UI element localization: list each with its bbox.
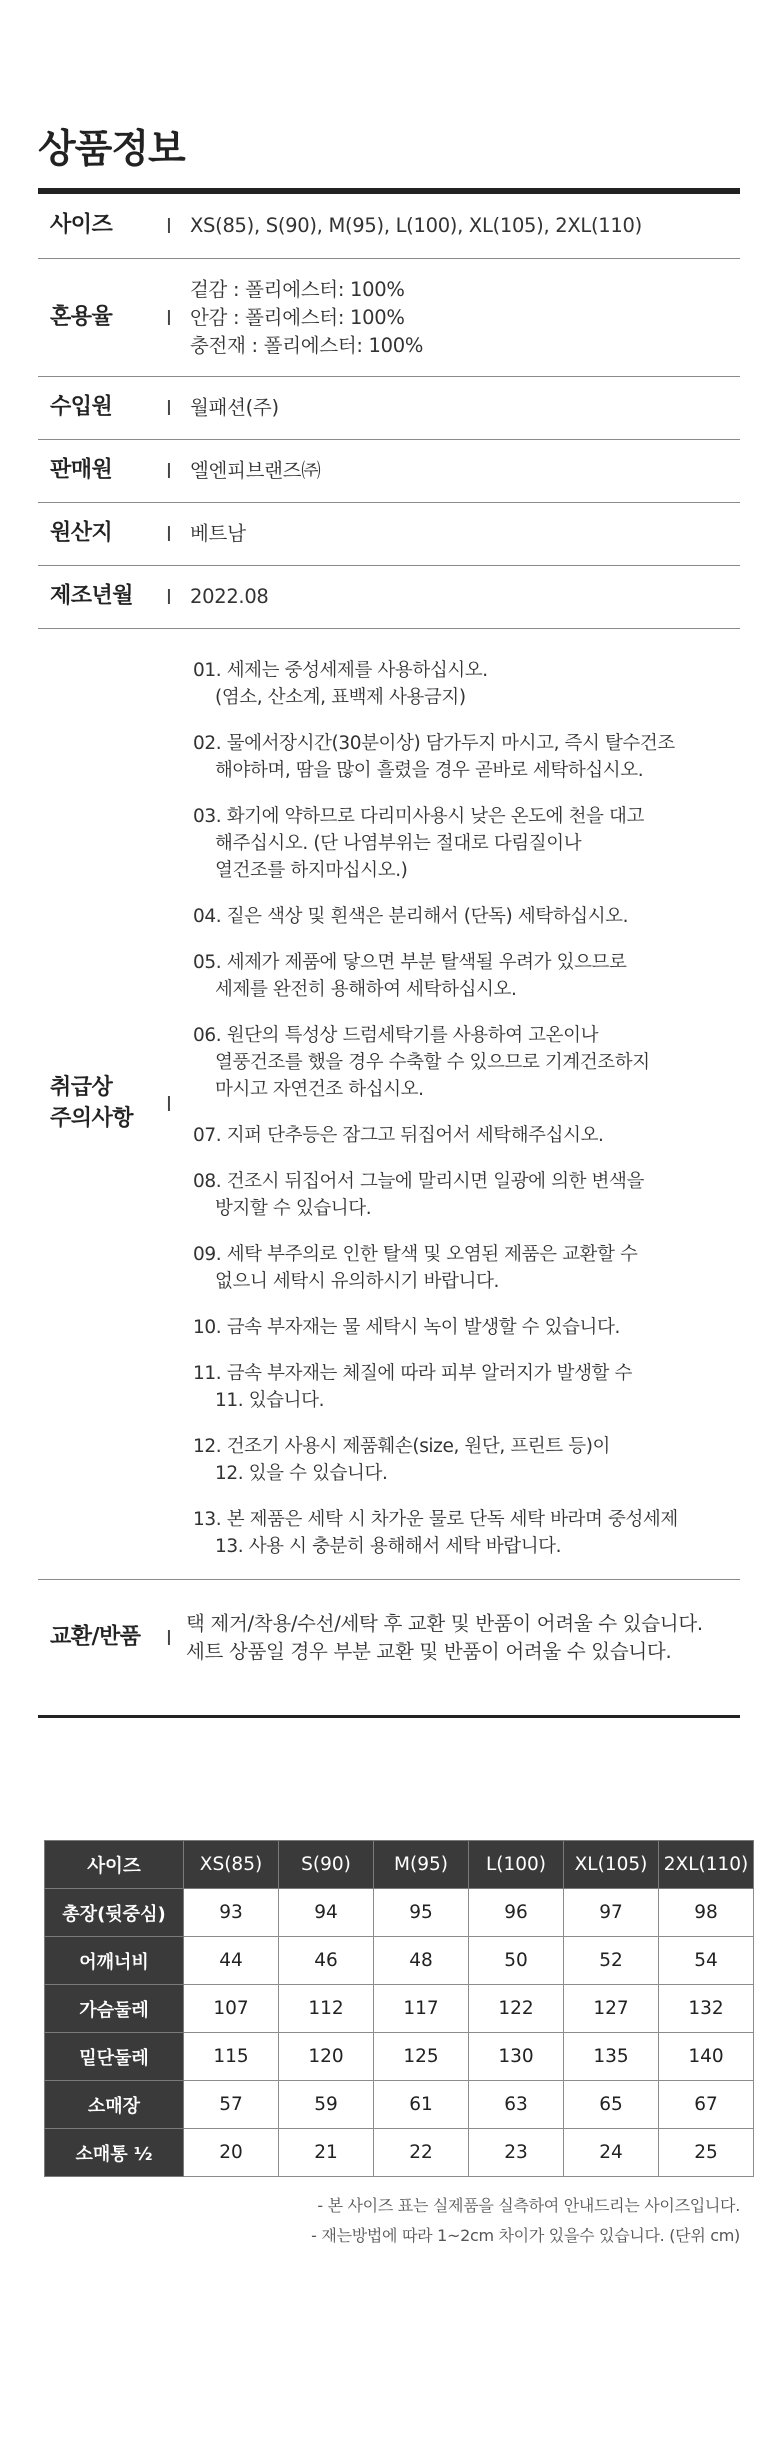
care-item xyxy=(193,903,733,930)
measurement-value: 130 xyxy=(469,2033,564,2081)
size-column-header: XL(105) xyxy=(564,1841,659,1889)
measurement-value: 59 xyxy=(279,2081,374,2129)
info-value-origin: 베트남 xyxy=(190,522,246,545)
material-line: 겉감 : 폴리에스터: 100% xyxy=(190,277,405,301)
measurement-value: 25 xyxy=(659,2129,754,2177)
measurement-value: 132 xyxy=(659,1985,754,2033)
exchange-line: 세트 상품일 경우 부분 교환 및 반품이 어려울 수 있습니다. xyxy=(186,1640,672,1663)
measurement-value: 50 xyxy=(469,1937,564,1985)
size-column-header: M(95) xyxy=(374,1841,469,1889)
measurement-value: 140 xyxy=(659,2033,754,2081)
measurement-value: 52 xyxy=(564,1937,659,1985)
info-label-exchange: 교환/반품 xyxy=(50,1624,141,1650)
care-item xyxy=(193,1360,733,1414)
care-item-line: 04. 짙은 색상 및 흰색은 분리해서 (단독) 세탁하십시오. xyxy=(193,906,629,927)
care-item-line: 05. 세제가 제품에 닿으면 부분 탈색될 우려가 있으므로 xyxy=(193,952,627,973)
size-chart-row xyxy=(45,1937,754,1985)
measurement-value: 120 xyxy=(279,2033,374,2081)
row-separator: I xyxy=(166,396,172,420)
measurement-value: 135 xyxy=(564,2033,659,2081)
care-item xyxy=(193,730,733,784)
row-separator: I xyxy=(166,305,172,330)
measurement-value: 98 xyxy=(659,1889,754,1937)
size-chart-row xyxy=(45,2129,754,2177)
care-item xyxy=(193,949,733,1003)
size-chart-row xyxy=(45,1889,754,1937)
material-line: 충전재 : 폴리에스터: 100% xyxy=(190,333,424,357)
care-item-line: 마시고 자연건조 하십시오. xyxy=(215,1079,424,1100)
product-info-table xyxy=(38,194,740,1696)
size-column-header: XS(85) xyxy=(184,1841,279,1889)
info-row-seller xyxy=(38,440,740,503)
row-separator: I xyxy=(166,1092,172,1116)
care-item xyxy=(193,1314,733,1341)
measurement-value: 112 xyxy=(279,1985,374,2033)
care-item xyxy=(193,803,733,884)
measurement-value: 46 xyxy=(279,1937,374,1985)
care-item-line: 11. 금속 부자재는 체질에 따라 피부 알러지가 발생할 수 xyxy=(193,1363,632,1384)
page-title: 상품정보 xyxy=(38,127,185,172)
info-row-importer xyxy=(38,377,740,440)
care-item-line: 07. 지퍼 단추등은 잠그고 뒤집어서 세탁해주십시오. xyxy=(193,1125,604,1146)
measurement-value: 54 xyxy=(659,1937,754,1985)
info-label-importer: 수입원 xyxy=(50,394,113,420)
size-column-header: S(90) xyxy=(279,1841,374,1889)
row-separator: I xyxy=(166,585,172,609)
measurement-value: 44 xyxy=(184,1937,279,1985)
measurement-value: 97 xyxy=(564,1889,659,1937)
row-separator: I xyxy=(166,1626,172,1650)
care-item-line: 09. 세탁 부주의로 인한 탈색 및 오염된 제품은 교환할 수 xyxy=(193,1244,638,1265)
row-separator: I xyxy=(166,522,172,546)
measurement-value: 63 xyxy=(469,2081,564,2129)
size-chart-header-row xyxy=(45,1841,754,1889)
info-value-importer: 월패션(주) xyxy=(190,396,279,419)
measurement-value: 93 xyxy=(184,1889,279,1937)
measurement-value: 21 xyxy=(279,2129,374,2177)
info-label-seller: 판매원 xyxy=(50,457,113,483)
size-chart-table xyxy=(44,1840,754,2177)
care-item-line: 11. 있습니다. xyxy=(215,1390,325,1411)
care-item-line: 01. 세제는 중성세제를 사용하십시오. xyxy=(193,660,488,681)
info-label-manufactured: 제조년월 xyxy=(50,583,134,609)
info-value-manufactured: 2022.08 xyxy=(190,585,269,608)
size-chart-row xyxy=(45,1985,754,2033)
measurement-label: 소매장 xyxy=(45,2081,184,2129)
info-value-exchange xyxy=(186,1610,703,1666)
material-line: 안감 : 폴리에스터: 100% xyxy=(190,305,405,329)
care-item-line: 03. 화기에 약하므로 다리미사용시 낮은 온도에 천을 대고 xyxy=(193,806,644,827)
measurement-value: 122 xyxy=(469,1985,564,2033)
measurement-value: 96 xyxy=(469,1889,564,1937)
size-column-header: 2XL(110) xyxy=(659,1841,754,1889)
measurement-value: 94 xyxy=(279,1889,374,1937)
care-item-line: 없으니 세탁시 유의하시기 바랍니다. xyxy=(215,1271,499,1292)
size-chart-corner-label: 사이즈 xyxy=(45,1841,184,1889)
care-item xyxy=(193,1122,733,1149)
info-row-exchange xyxy=(38,1580,740,1696)
measurement-value: 125 xyxy=(374,2033,469,2081)
info-label-material: 혼용율 xyxy=(50,304,113,330)
measurement-value: 24 xyxy=(564,2129,659,2177)
measurement-label: 소매통 ½ xyxy=(45,2129,184,2177)
measurement-value: 23 xyxy=(469,2129,564,2177)
info-row-size xyxy=(38,194,740,259)
info-row-manufactured xyxy=(38,566,740,629)
size-chart-row xyxy=(45,2033,754,2081)
info-value-size: XS(85), S(90), M(95), L(100), XL(105), 2XL(110) xyxy=(190,214,642,237)
care-item-line: 열건조를 하지마십시오.) xyxy=(215,860,408,881)
care-item-line: (염소, 산소계, 표백제 사용금지) xyxy=(215,687,466,708)
info-label-size: 사이즈 xyxy=(50,212,113,238)
info-label-care xyxy=(50,1073,133,1135)
measurement-value: 95 xyxy=(374,1889,469,1937)
measurement-value: 65 xyxy=(564,2081,659,2129)
care-item-line: 12. 있을 수 있습니다. xyxy=(215,1463,388,1484)
measurement-value: 107 xyxy=(184,1985,279,2033)
measurement-value: 22 xyxy=(374,2129,469,2177)
measurement-label: 가슴둘레 xyxy=(45,1985,184,2033)
size-column-header: L(100) xyxy=(469,1841,564,1889)
care-item xyxy=(193,1168,733,1222)
row-separator: I xyxy=(166,214,172,238)
measurement-value: 67 xyxy=(659,2081,754,2129)
care-item-line: 13. 본 제품은 세탁 시 차가운 물로 단독 세탁 바라며 중성세제 xyxy=(193,1509,678,1530)
care-label-line: 취급상 xyxy=(50,1075,113,1101)
info-row-material xyxy=(38,259,740,377)
measurement-value: 57 xyxy=(184,2081,279,2129)
measurement-label: 어깨너비 xyxy=(45,1937,184,1985)
measurement-value: 115 xyxy=(184,2033,279,2081)
measurement-value: 61 xyxy=(374,2081,469,2129)
care-item xyxy=(193,1506,733,1560)
size-note: - 재는방법에 따라 1~2cm 차이가 있을수 있습니다. (단위 cm) xyxy=(311,2226,740,2245)
measurement-value: 117 xyxy=(374,1985,469,2033)
measurement-value: 48 xyxy=(374,1937,469,1985)
size-note: - 본 사이즈 표는 실제품을 실측하여 안내드리는 사이즈입니다. xyxy=(317,2196,740,2215)
care-item-line: 열풍건조를 했을 경우 수축할 수 있으므로 기계건조하지 xyxy=(215,1052,650,1073)
care-item xyxy=(193,1022,733,1103)
care-item-line: 세제를 완전히 용해하여 세탁하십시오. xyxy=(215,979,517,1000)
care-item xyxy=(193,657,733,711)
info-bottom-divider xyxy=(38,1715,740,1718)
measurement-value: 20 xyxy=(184,2129,279,2177)
info-label-origin: 원산지 xyxy=(50,520,113,546)
care-item-line: 12. 건조기 사용시 제품훼손(size, 원단, 프린트 등)이 xyxy=(193,1436,610,1457)
care-item-line: 13. 사용 시 충분히 용해해서 세탁 바랍니다. xyxy=(215,1536,562,1557)
care-item-line: 10. 금속 부자재는 물 세탁시 녹이 발생할 수 있습니다. xyxy=(193,1317,620,1338)
size-chart-row xyxy=(45,2081,754,2129)
info-row-care xyxy=(38,629,740,1580)
row-separator: I xyxy=(166,459,172,483)
measurement-label: 밑단둘레 xyxy=(45,2033,184,2081)
care-item-line: 해주십시오. (단 나염부위는 절대로 다림질이나 xyxy=(215,833,582,854)
care-item-line: 06. 원단의 특성상 드럼세탁기를 사용하여 고온이나 xyxy=(193,1025,599,1046)
info-value-seller: 엘엔피브랜즈㈜ xyxy=(190,459,321,482)
care-item-line: 해야하며, 땀을 많이 흘렸을 경우 곧바로 세탁하십시오. xyxy=(215,760,644,781)
info-row-origin xyxy=(38,503,740,566)
measurement-value: 127 xyxy=(564,1985,659,2033)
care-item-line: 방지할 수 있습니다. xyxy=(215,1198,372,1219)
care-instructions-list xyxy=(193,657,733,1579)
care-label-line: 주의사항 xyxy=(50,1106,134,1131)
measurement-label: 총장(뒷중심) xyxy=(45,1889,184,1937)
care-item xyxy=(193,1433,733,1487)
care-item-line: 08. 건조시 뒤집어서 그늘에 말리시면 일광에 의한 변색을 xyxy=(193,1171,644,1192)
care-item xyxy=(193,1241,733,1295)
info-value-material xyxy=(190,276,423,360)
care-item-line: 02. 물에서장시간(30분이상) 담가두지 마시고, 즉시 탈수건조 xyxy=(193,733,675,754)
exchange-line: 택 제거/착용/수선/세탁 후 교환 및 반품이 어려울 수 있습니다. xyxy=(186,1612,703,1635)
